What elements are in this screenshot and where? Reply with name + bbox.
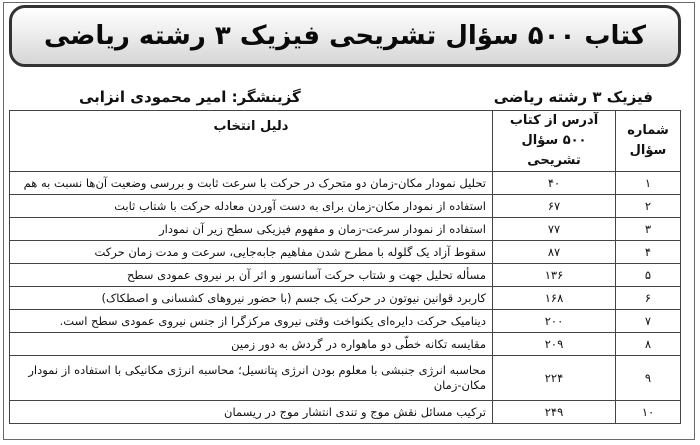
table-row — [10, 356, 681, 401]
row-reason: کاربرد قوانین نیوتون در حرکت یک جسم (با حضور نیروهای کشسانی و اصطکاک) — [10, 287, 493, 310]
table-row — [10, 241, 681, 264]
table-row — [10, 287, 681, 310]
row-number: ۴ — [616, 241, 681, 264]
table-row — [10, 264, 681, 287]
row-reason: تحلیل نمودار مکان-زمان دو متحرک در حرکت با سرعت ثابت و بررسی وضعیت آن‌ها نسبت به هم — [10, 172, 493, 195]
meta-row — [9, 84, 681, 110]
header-reason: دلیل انتخاب — [10, 111, 493, 172]
row-address: ۲۴۹ — [493, 401, 616, 424]
table-row — [10, 218, 681, 241]
row-number: ۱۰ — [616, 401, 681, 424]
row-reason: مسأله تحلیل جهت و شتاب حرکت آسانسور و اثر آن بر نیروی عمودی سطح — [10, 264, 493, 287]
row-address: ۸۷ — [493, 241, 616, 264]
row-reason: مقایسه تکانه خطّی دو ماهواره در گردش به دور زمین — [10, 333, 493, 356]
row-address: ۱۶۸ — [493, 287, 616, 310]
table-row — [10, 310, 681, 333]
row-address: ۲۰۰ — [493, 310, 616, 333]
row-reason: محاسبه انرژی جنبشی با معلوم بودن انرژی پتانسیل؛ محاسبه انرژی مکانیکی با استفاده از نمودار مکان-زمان — [10, 356, 493, 401]
row-address: ۲۲۴ — [493, 356, 616, 401]
row-number: ۳ — [616, 218, 681, 241]
row-address: ۲۰۹ — [493, 333, 616, 356]
row-reason: استفاده از نمودار مکان-زمان برای به دست آوردن معادله حرکت با شتاب ثابت — [10, 195, 493, 218]
table-row — [10, 333, 681, 356]
row-number: ۲ — [616, 195, 681, 218]
row-number: ۶ — [616, 287, 681, 310]
row-reason: دینامیک حرکت دایره‌ای یکنواخت وقتی نیروی مرکزگرا از جنس نیروی عمودی سطح است. — [10, 310, 493, 333]
row-address: ۴۰ — [493, 172, 616, 195]
table-row — [10, 172, 681, 195]
row-reason: استفاده از نمودار سرعت-زمان و مفهوم فیزیکی سطح زیر آن نمودار — [10, 218, 493, 241]
row-number: ۸ — [616, 333, 681, 356]
table-row — [10, 195, 681, 218]
page-title: کتاب ۵۰۰ سؤال تشریحی فیزیک ۳ رشته ریاضی — [43, 21, 647, 51]
row-number: ۷ — [616, 310, 681, 333]
row-number: ۱ — [616, 172, 681, 195]
row-address: ۷۷ — [493, 218, 616, 241]
row-number: ۹ — [616, 356, 681, 401]
row-address: ۶۷ — [493, 195, 616, 218]
row-reason: سقوط آزاد یک گلوله با مطرح شدن مفاهیم جابه‌جایی، سرعت و مدت زمان حرکت — [10, 241, 493, 264]
row-reason: ترکیب مسائل نقش موج و تندی انتشار موج در ریسمان — [10, 401, 493, 424]
title-banner — [9, 5, 681, 67]
subject-label: فیزیک ۳ رشته ریاضی — [493, 88, 653, 106]
questions-table — [9, 110, 681, 424]
author-label: گزینشگر: امیر محمودی انزابی — [79, 88, 301, 106]
header-number: شماره سؤال — [616, 111, 681, 172]
header-address: آدرس از کتاب ۵۰۰ سؤال تشریحی — [493, 111, 616, 172]
row-address: ۱۳۶ — [493, 264, 616, 287]
table-row — [10, 401, 681, 424]
table-header-row — [10, 111, 681, 172]
row-number: ۵ — [616, 264, 681, 287]
